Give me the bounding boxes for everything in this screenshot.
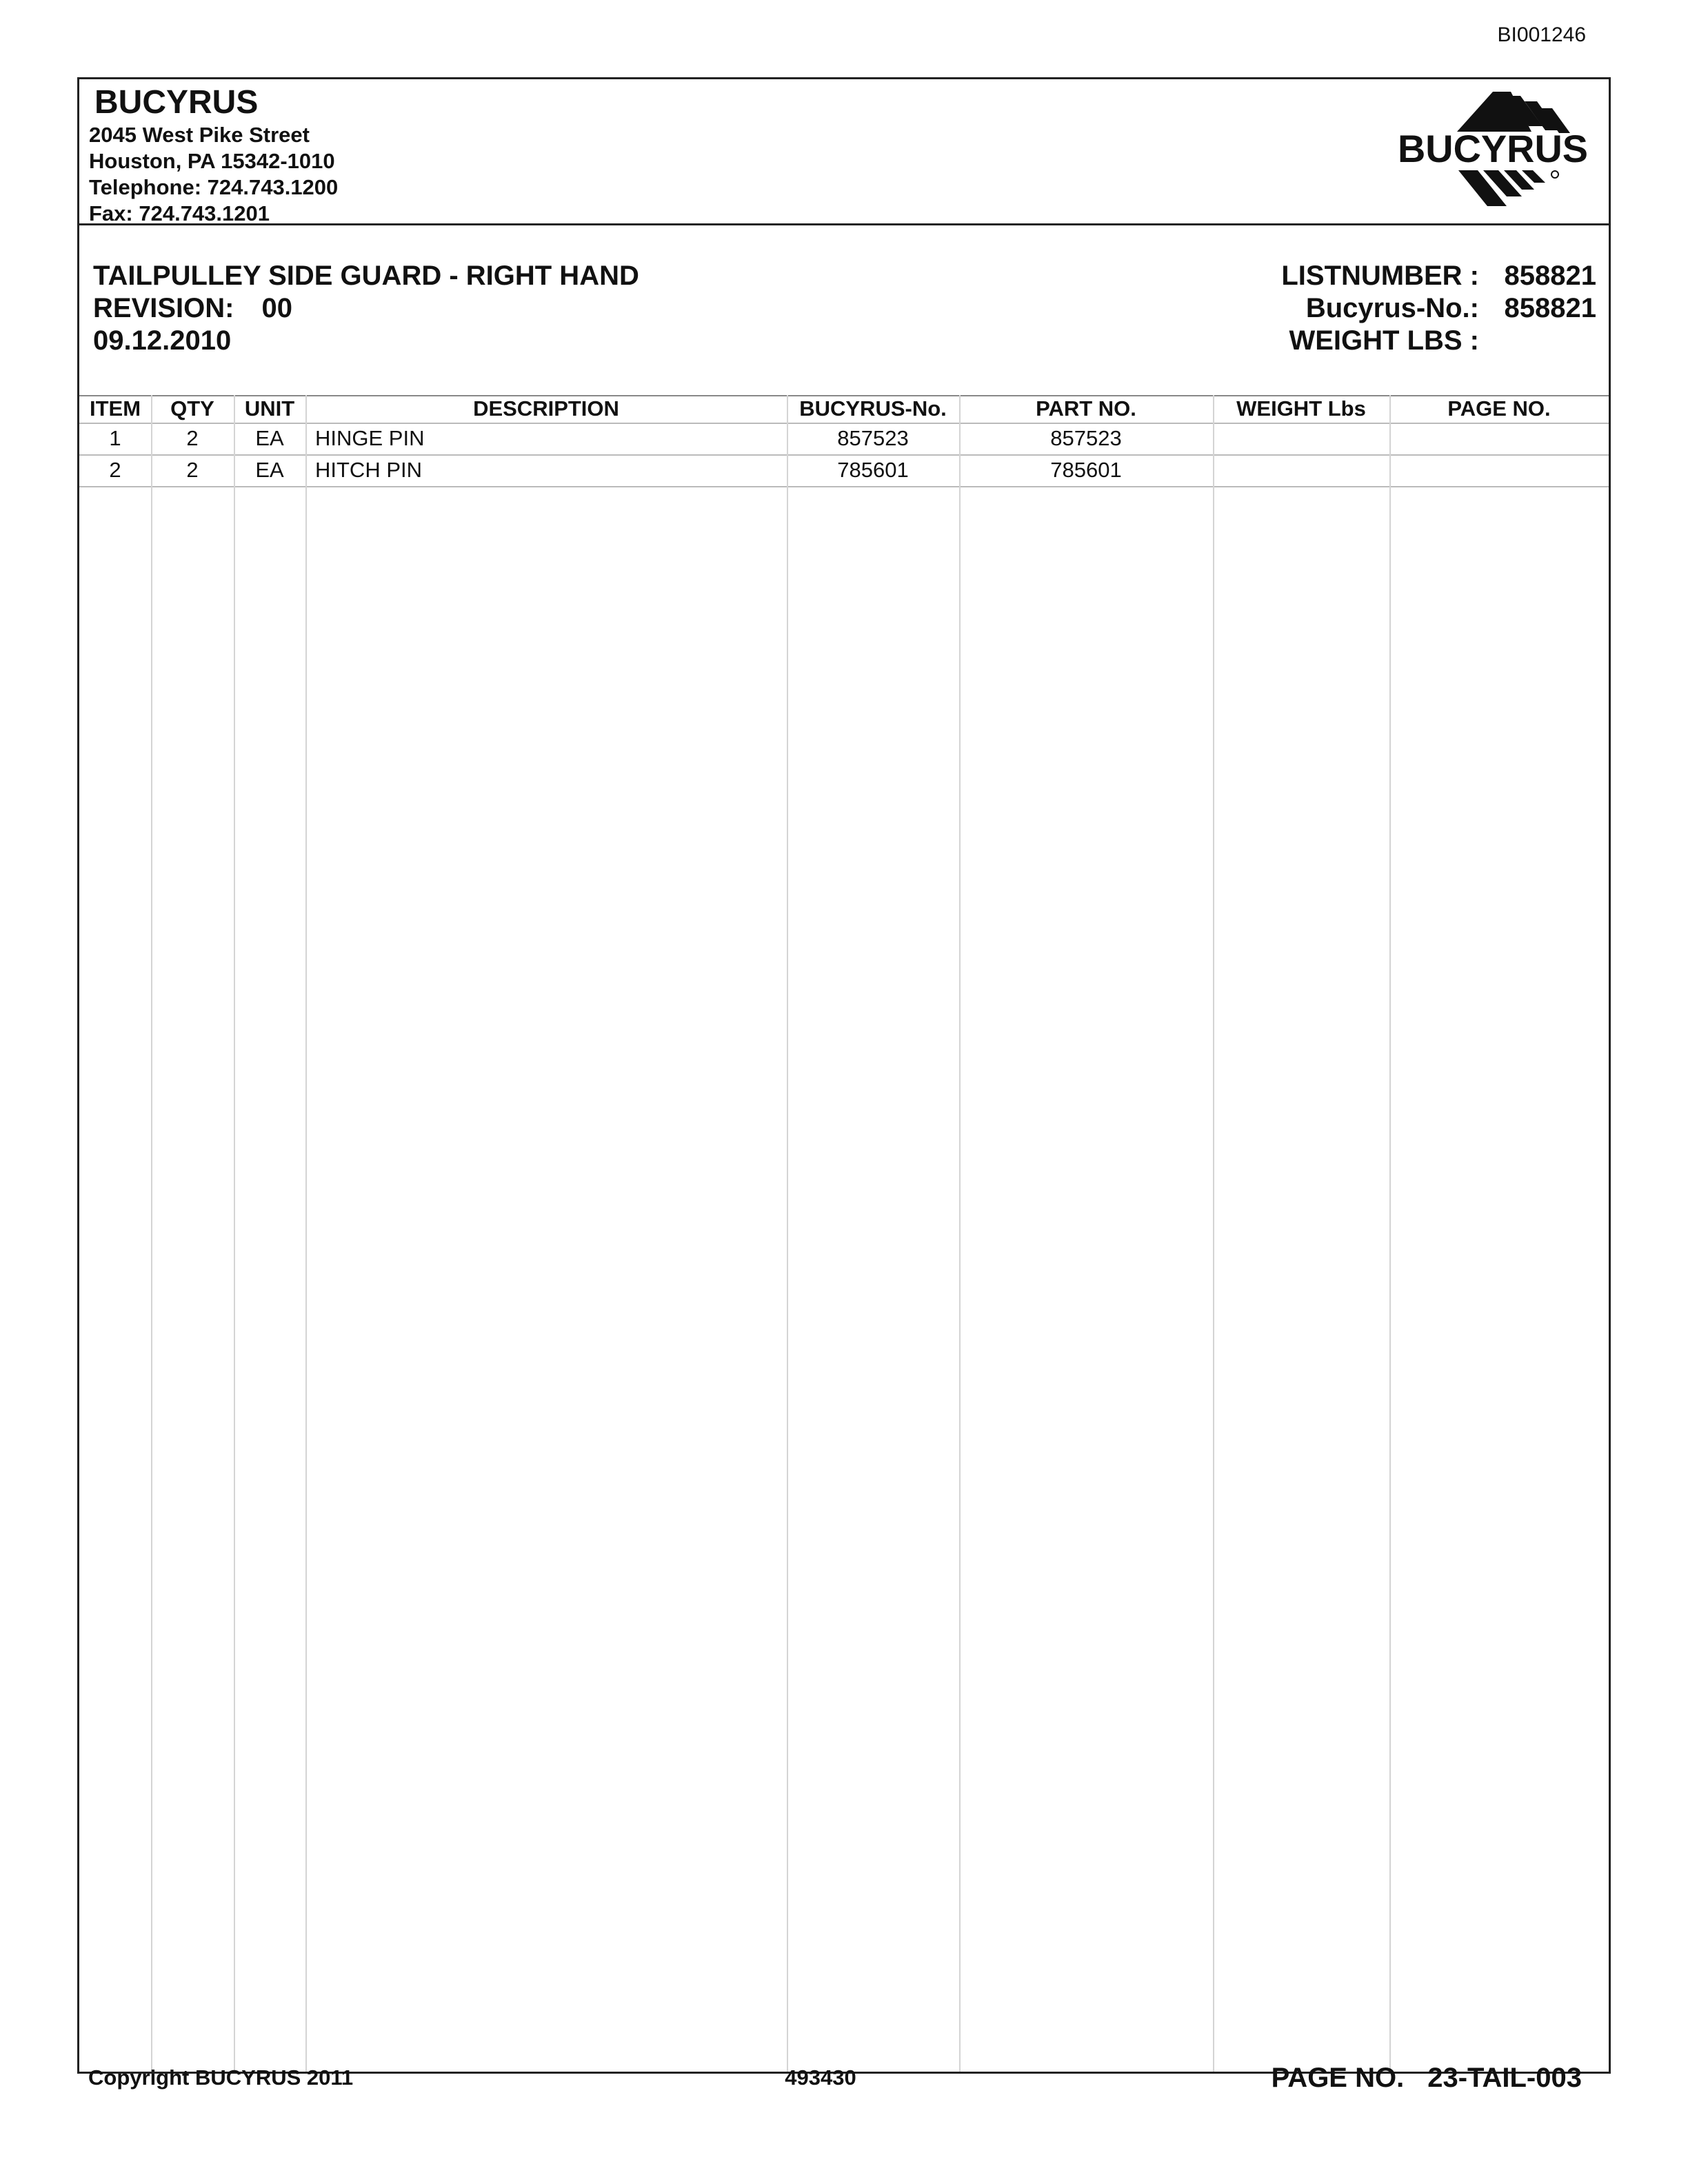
- cell-unit: EA: [255, 426, 284, 450]
- cell-part-no: 785601: [1050, 458, 1122, 482]
- parts-table: [79, 395, 1609, 2072]
- column-header-page-no: PAGE NO.: [1447, 396, 1551, 421]
- bucyrus-no-row: [1281, 292, 1596, 325]
- weight-value: [1479, 325, 1596, 357]
- company-name: BUCYRUS: [94, 84, 259, 121]
- revision-row: [93, 292, 639, 325]
- cell-part-no: 857523: [1050, 426, 1122, 450]
- column-header-bucyrus-no: BUCYRUS-No.: [799, 396, 947, 421]
- assembly-title: TAILPULLEY SIDE GUARD - RIGHT HAND: [93, 261, 639, 291]
- page-number-value: 23-TAIL-003: [1427, 2063, 1582, 2093]
- column-divider: [305, 395, 307, 2072]
- column-divider: [959, 395, 961, 2072]
- document-id: BI001246: [1497, 23, 1586, 46]
- footer-code: 493430: [785, 2065, 856, 2090]
- cell-unit: EA: [255, 458, 284, 482]
- column-divider: [1389, 395, 1391, 2072]
- address-city: Houston, PA 15342-1010: [89, 149, 335, 173]
- page-number-label: PAGE NO.: [1271, 2063, 1405, 2093]
- company-address: [89, 122, 338, 227]
- listnumber-value: 858821: [1504, 261, 1596, 291]
- cell-item: 2: [109, 458, 121, 482]
- cell-description: HITCH PIN: [315, 458, 422, 482]
- footer-copyright: Copyright BUCYRUS 2011: [88, 2065, 354, 2090]
- row-rule: [79, 486, 1609, 487]
- footer-page-number: [1272, 2063, 1582, 2094]
- column-divider: [151, 395, 152, 2072]
- title-block-left: [93, 260, 639, 357]
- cell-qty: 2: [186, 426, 199, 450]
- weight-row: [1281, 325, 1596, 357]
- cell-page-no: [1389, 423, 1609, 454]
- address-street: 2045 West Pike Street: [89, 123, 310, 147]
- cell-description: HINGE PIN: [315, 426, 425, 450]
- column-header-qty: QTY: [170, 396, 214, 421]
- listnumber-row: [1281, 260, 1596, 292]
- cell-page-no: [1389, 454, 1609, 486]
- parts-list-sheet: [77, 77, 1611, 2074]
- logo-wordmark: BUCYRUS: [1398, 127, 1588, 170]
- column-header-weight: WEIGHT Lbs: [1236, 396, 1366, 421]
- column-header-part-no: PART NO.: [1036, 396, 1136, 421]
- bucyrus-no-label: Bucyrus-No.:: [1305, 293, 1479, 323]
- document-date: 09.12.2010: [93, 325, 232, 356]
- company-header: [79, 79, 1609, 225]
- column-header-item: ITEM: [89, 396, 141, 421]
- column-divider: [787, 395, 788, 2072]
- title-block-right: [1281, 260, 1596, 357]
- cell-qty: 2: [186, 458, 199, 482]
- cell-bucyrus-no: 857523: [837, 426, 909, 450]
- company-fax: Fax: 724.743.1201: [89, 201, 270, 225]
- column-divider: [234, 395, 235, 2072]
- revision-value: 00: [261, 293, 292, 323]
- weight-label: WEIGHT LBS :: [1289, 325, 1479, 356]
- cell-bucyrus-no: 785601: [837, 458, 909, 482]
- listnumber-label: LISTNUMBER :: [1281, 261, 1479, 291]
- revision-label: REVISION:: [93, 293, 234, 323]
- bucyrus-no-value: 858821: [1504, 293, 1596, 323]
- cell-weight: [1213, 423, 1389, 454]
- cell-item: 1: [109, 426, 121, 450]
- column-header-unit: UNIT: [244, 396, 295, 421]
- column-header-description: DESCRIPTION: [473, 396, 619, 421]
- bucyrus-logo: [1389, 89, 1596, 213]
- company-telephone: Telephone: 724.743.1200: [89, 175, 339, 199]
- column-divider: [1213, 395, 1214, 2072]
- cell-weight: [1213, 454, 1389, 486]
